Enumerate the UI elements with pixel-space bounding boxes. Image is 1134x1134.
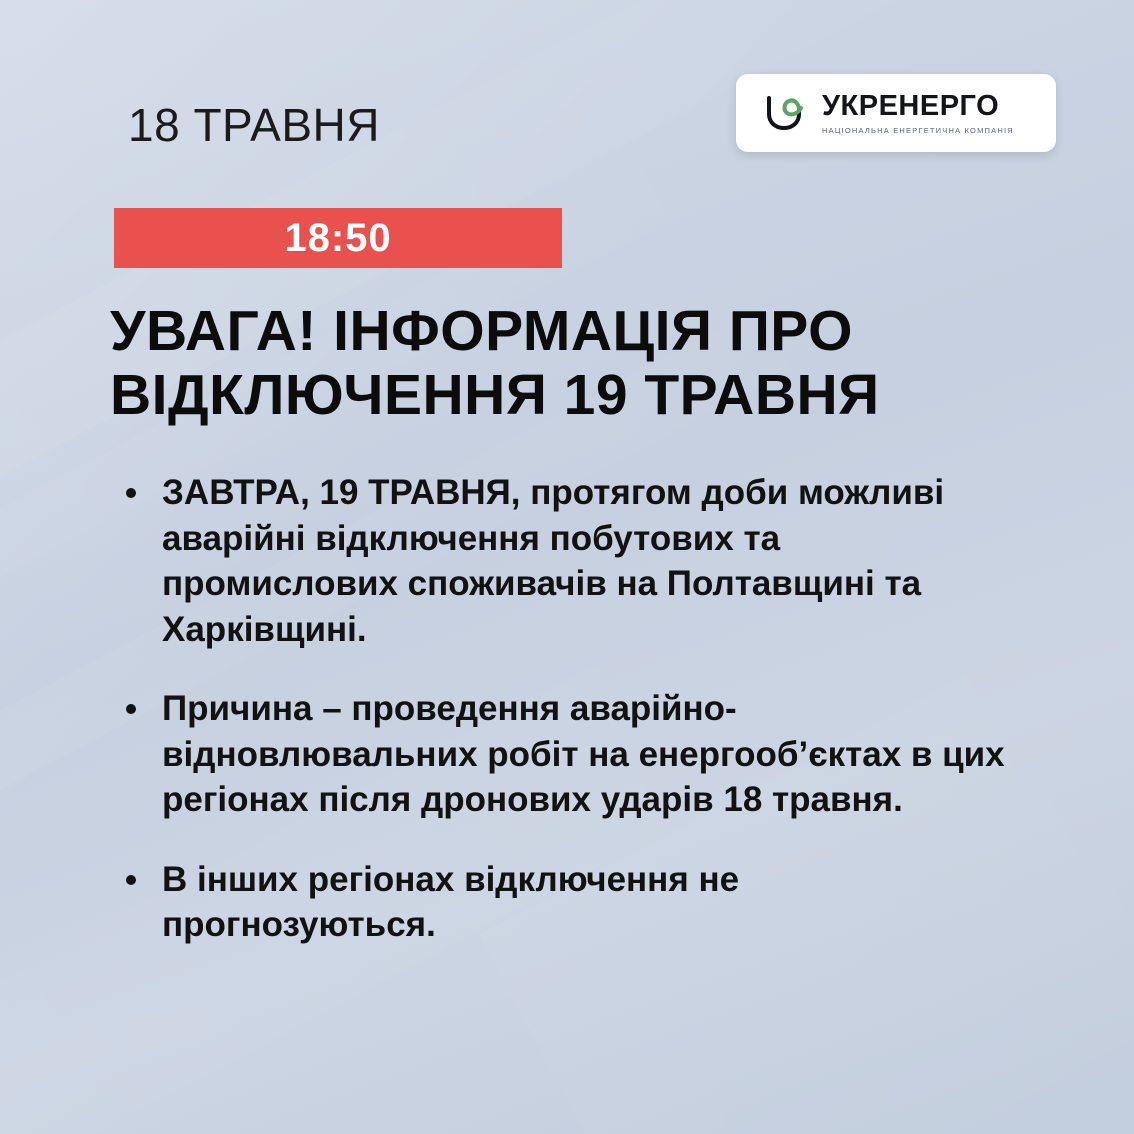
brand-logo-card — [736, 74, 1056, 152]
bullet-list — [118, 470, 1018, 982]
page-title: УВАГА! ІНФОРМАЦІЯ ПРО ВІДКЛЮЧЕННЯ 19 ТРАВНЯ — [110, 299, 880, 427]
date-label: 18 ТРАВНЯ — [128, 99, 380, 151]
list-item: ЗАВТРА, 19 ТРАВНЯ, протягом доби можливі аварійні відключення побутових та промислових споживачів на Полтавщині та Харківщині. — [118, 470, 1018, 652]
brand-subtitle: НАЦІОНАЛЬНА ЕНЕРГЕТИЧНА КОМПАНІЯ — [822, 125, 1014, 135]
time-badge-label: 18:50 — [284, 215, 392, 260]
ukrenergo-logo-icon — [760, 91, 812, 135]
time-badge — [114, 208, 562, 268]
brand-name: УКРЕНЕРГО — [822, 89, 1000, 122]
list-item: Причина – проведення аварійно-відновлювальних робіт на енергооб’єктах в цих регіонах після дронових ударів 18 травня. — [118, 686, 1018, 823]
list-item: В інших регіонах відключення не прогнозуються. — [118, 857, 1018, 948]
